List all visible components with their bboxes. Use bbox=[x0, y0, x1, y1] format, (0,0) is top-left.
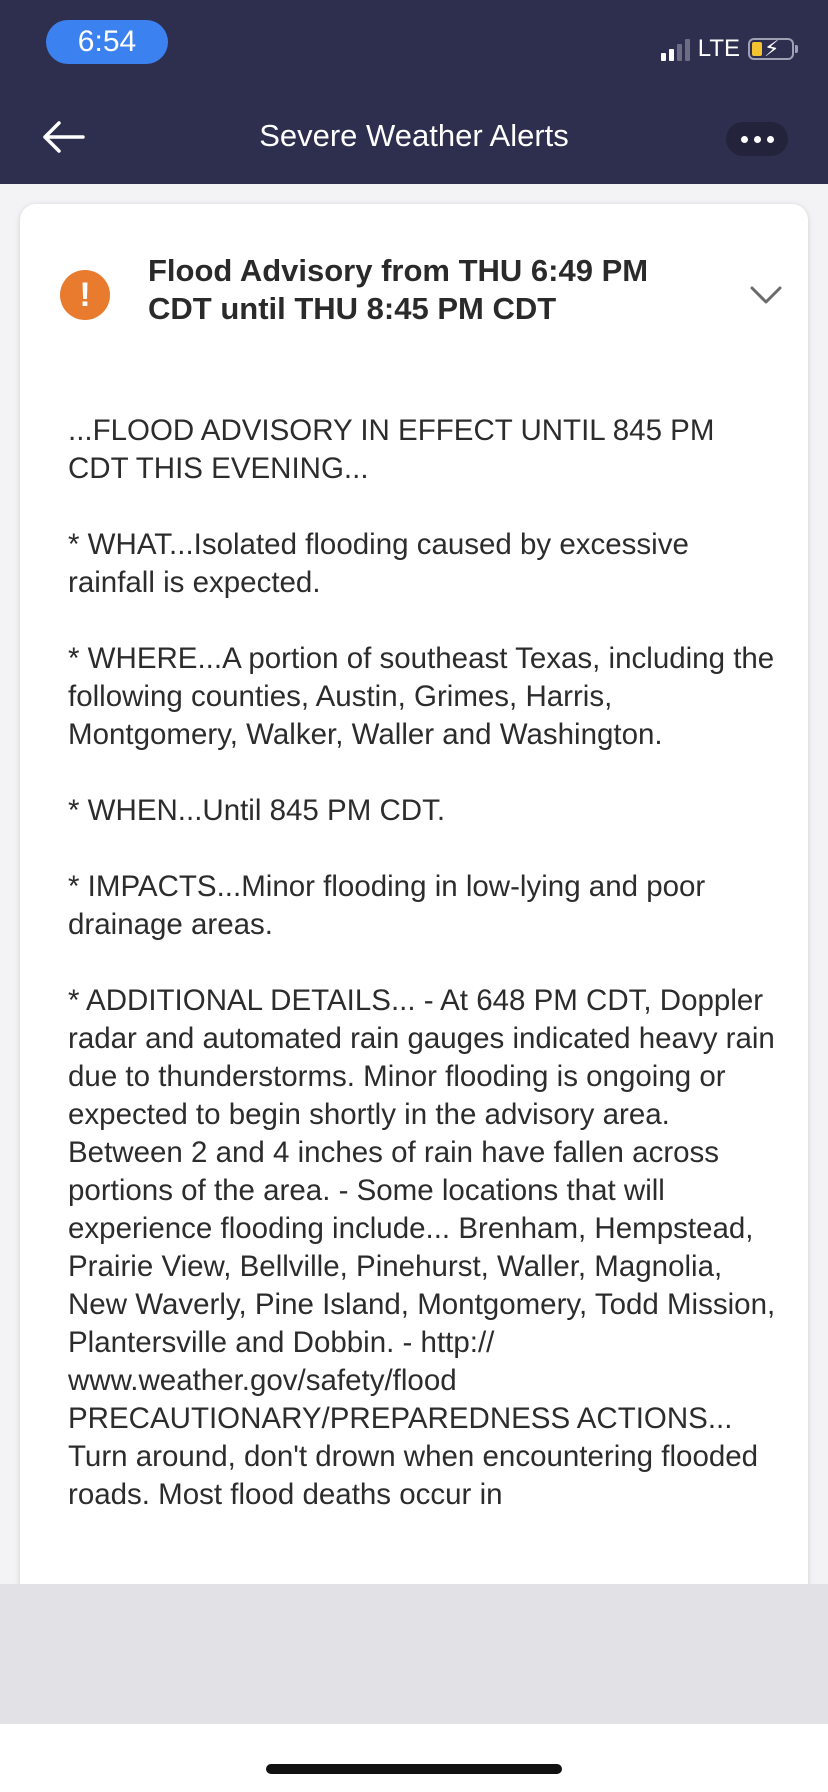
alert-impacts-paragraph: * IMPACTS...Minor flooding in low-lying and poor drainage areas. bbox=[68, 870, 706, 941]
network-type: LTE bbox=[697, 35, 740, 62]
collapse-toggle-button[interactable] bbox=[746, 280, 786, 310]
content-area[interactable] bbox=[0, 184, 828, 1584]
page-title: Severe Weather Alerts bbox=[259, 118, 569, 153]
cellular-signal-icon bbox=[661, 37, 690, 61]
battery-charging-icon: ⚡ bbox=[748, 38, 794, 60]
status-indicators bbox=[661, 34, 794, 64]
alert-title: Flood Advisory from THU 6:49 PM CDT until THU 8:45 PM CDT bbox=[148, 253, 649, 326]
alert-card bbox=[20, 204, 808, 1604]
alert-description bbox=[68, 412, 780, 1552]
chevron-down-icon bbox=[746, 280, 786, 310]
more-dot-icon bbox=[741, 136, 748, 143]
more-dot-icon bbox=[767, 136, 774, 143]
bottom-panel bbox=[0, 1584, 828, 1724]
more-dot-icon bbox=[754, 136, 761, 143]
more-options-button[interactable] bbox=[726, 122, 788, 156]
home-indicator-area bbox=[0, 1724, 828, 1792]
app-header bbox=[0, 0, 828, 184]
home-indicator[interactable] bbox=[266, 1764, 562, 1774]
alert-when-paragraph: * WHEN...Until 845 PM CDT. bbox=[68, 794, 446, 827]
alert-headline-paragraph: ...FLOOD ADVISORY IN EFFECT UNTIL 845 PM CDT THIS EVENING... bbox=[68, 414, 715, 485]
alert-what-paragraph: * WHAT...Isolated flooding caused by excessive rainfall is expected. bbox=[68, 528, 689, 599]
exclamation-icon: ! bbox=[60, 270, 110, 320]
status-time: 6:54 bbox=[46, 20, 168, 64]
alert-details-paragraph: * ADDITIONAL DETAILS... - At 648 PM CDT, Doppler radar and automated rain gauges indicated heavy rain due to thunderstorms. Minor flooding is ongoing or expected to begin shortly in the advisory area. Between 2 and 4 inches of rain have fallen across portions of the area. - Some locations that will experience flooding include... Brenham, Hempstead, Prairie View, Bellville, Pinehurst, Waller, Magnolia, New Waverly, Pine Island, Montgomery, Todd Mission, Plantersville and Dobbin. - http:// www.weather.gov/safety/flood PRECAUTIONARY/PREPAREDNESS ACTIONS... Turn around, don't drown when encountering flooded roads. Most flood deaths occur in bbox=[68, 984, 776, 1511]
alert-where-paragraph: * WHERE...A portion of southeast Texas, including the following counties, Austin, Grimes, Harris, Montgomery, Walker, Waller and Washington. bbox=[68, 642, 775, 751]
